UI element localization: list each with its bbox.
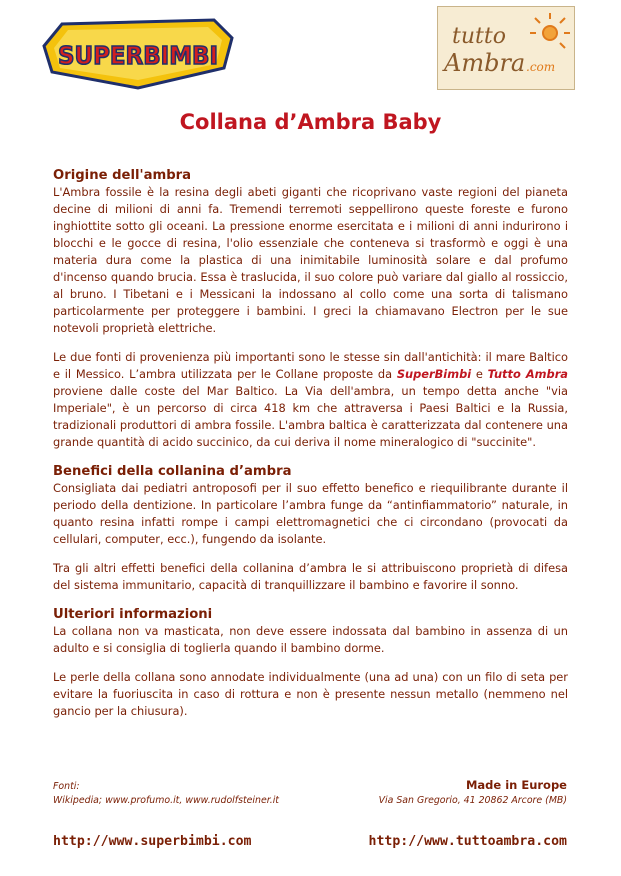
- sources-text: Wikipedia; www.profumo.it, www.rudolfsteiner.it: [53, 795, 279, 806]
- page-title: Collana d’Ambra Baby: [179, 110, 442, 134]
- footer-company: [379, 778, 567, 808]
- origine-p2-text-b: e: [471, 367, 488, 381]
- brand-superbimbi: SuperBimbi: [396, 367, 472, 381]
- brand-tuttoambra: Tutto Ambra: [487, 367, 568, 381]
- company-address: Via San Gregorio, 41 20862 Arcore (MB): [378, 795, 567, 806]
- benefici-paragraph-2: Tra gli altri effetti benefici della collanina d’ambra le si attribuiscono proprietà di difesa del sistema immunitario, capacità di tranquillizzare il bambino e favorire il sonno.: [53, 561, 568, 592]
- superbimbi-logo: [38, 16, 238, 92]
- section-heading-ulteriori: Ulteriori informazioni: [53, 607, 213, 622]
- origine-p2-text-a: Le due fonti di provenienza più importanti sono le stesse sin dall'antichità: il mare Baltico e il Messico. L’ambra utilizzata per le Collane proposte da: [53, 350, 568, 381]
- benefici-paragraph-1: Consigliata dai pediatri antroposofi per il suo effetto benefico e riequilibrante durante il periodo della dentizione. In particolare l’ambra funge da “antinfiammatorio” naturale, in quanto resina infatti rompe i campi elettromagnetici che ci circondano (provocati da cellulari, computer, ecc.), fungendo da isolante.: [53, 481, 568, 546]
- origine-p2-text-c: proviene dalle coste del Mar Baltico. La Via dell'ambra, un tempo detta anche "via Imperiale", è un percorso di circa 418 km che attraversa i Paesi Baltici e la Russia, tradizionali produttori di ambra fossile. L'ambra baltica è caratterizzata dal contenere una grande quantità di acido succinico, da cui deriva il nome mineralogico di "succinite".: [53, 384, 568, 449]
- section-heading-benefici: Benefici della collanina d’ambra: [53, 464, 292, 479]
- tuttoambra-logo: [437, 6, 575, 90]
- tuttoambra-logo-art: [438, 7, 574, 89]
- sources-label: Fonti:: [53, 781, 80, 792]
- tuttoambra-logo-top: tutto: [452, 24, 506, 49]
- ulteriori-paragraph-2: Le perle della collana sono annodate individualmente (una ad una) con un filo di seta per evitare la fuoriuscita in caso di rottura e non è presente nessun metallo (nemmeno nel gancio per la chiusura).: [53, 670, 568, 718]
- ulteriori-paragraph-1: La collana non va masticata, non deve essere indossata dal bambino in assenza di un adulto e si consiglia di toglierla quando il bambino dorme.: [53, 624, 568, 655]
- footer-sources: [53, 780, 279, 808]
- tuttoambra-logo-suffix: .com: [526, 60, 556, 74]
- origine-paragraph-1: L'Ambra fossile è la resina degli abeti giganti che ricoprivano vaste regioni del pianeta decine di milioni di anni fa. Tremendi terremoti seppellirono queste foreste e furono inghiottite sotto gli oceani. La pressione enorme esercitata e i milioni di anni indurirono i blocchi e le gocce di resina, l'olio essenziale che conteneva si trasformò e oggi è una materia dura come la plastica di una inimitabile luminosità solare e dal profumo d'incenso quando brucia. Essa è traslucida, il suo colore può variare dal giallo al rossiccio, al bruno. I Tibetani e i Messicani la indossano al collo come una sorta di talismano particolarmente per proteggere i bambini. I greci la chiamavano Electron per le sue notevoli proprietà elettriche.: [53, 185, 568, 335]
- origine-paragraph-2: [53, 349, 568, 451]
- sun-icon: [530, 13, 570, 48]
- made-in-europe: Made in Europe: [465, 778, 567, 792]
- superbimbi-url[interactable]: http://www.superbimbi.com: [53, 834, 252, 849]
- tuttoambra-url[interactable]: http://www.tuttoambra.com: [368, 834, 567, 849]
- superbimbi-logo-text: SUPERBIMBI: [58, 41, 218, 70]
- main-content: [53, 168, 568, 720]
- section-heading-origine: Origine dell'ambra: [53, 168, 192, 183]
- tuttoambra-logo-bottom: Ambra: [444, 49, 526, 77]
